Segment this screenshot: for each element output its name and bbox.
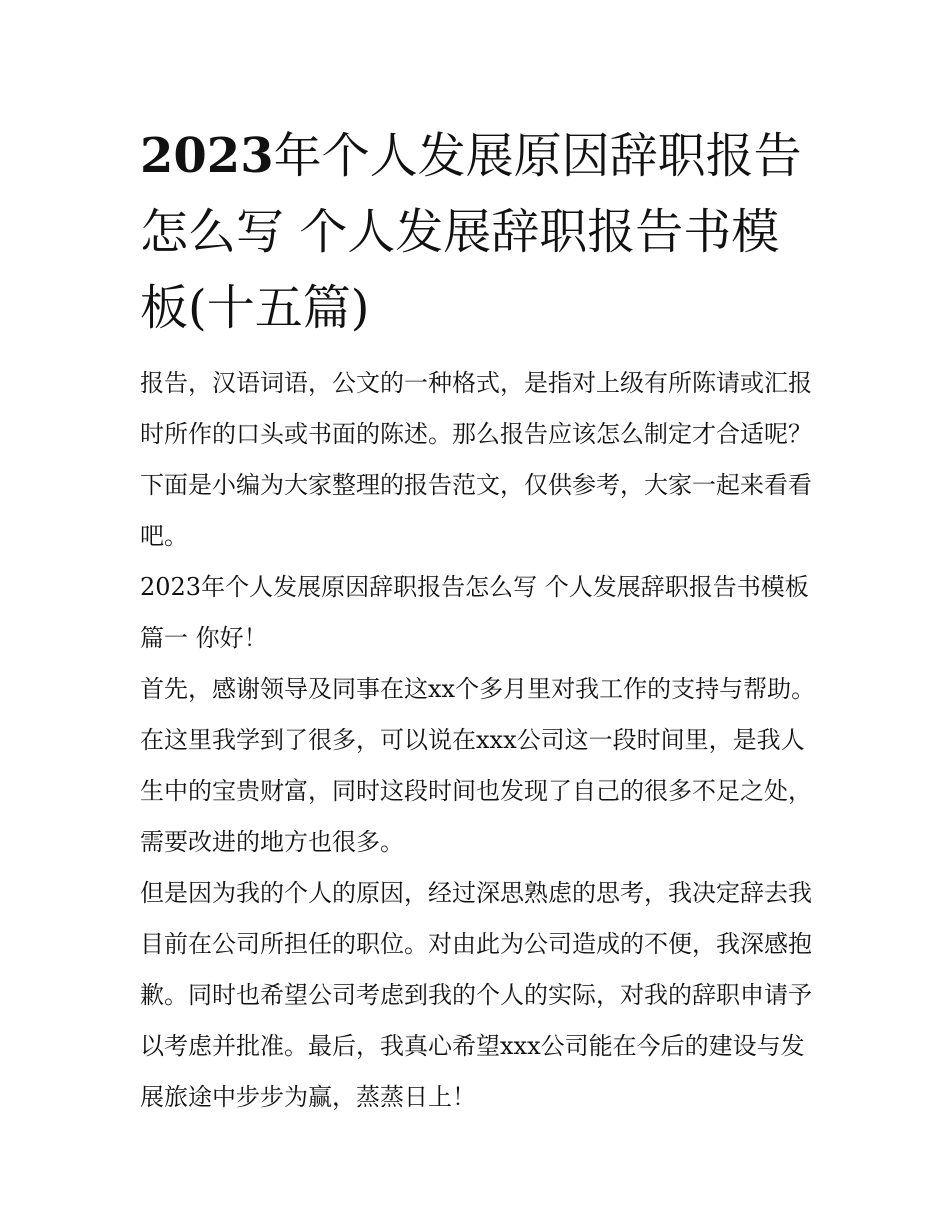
gratitude-paragraph: 首先，感谢领导及同事在这xx个多月里对我工作的支持与帮助。在这里我学到了很多，可以说在xxx公司这一段时间里，是我人生中的宝贵财富，同时这段时间也发现了自己的很多不足之处，需要改进的地方也很多。 (140, 675, 816, 856)
section-heading-paragraph: 2023年个人发展原因辞职报告怎么写 个人发展辞职报告书模板篇一 你好！ (140, 573, 809, 652)
document-page (140, 118, 816, 1123)
title-year: 2023 (140, 128, 274, 184)
title-text: 年个人发展原因辞职报告怎么写 个人发展辞职报告书模板(十五篇) (140, 128, 802, 336)
document-body (140, 358, 816, 1123)
resignation-paragraph: 但是因为我的个人的原因，经过深思熟虑的思考，我决定辞去我目前在公司所担任的职位。对由此为公司造成的不便，我深感抱歉。同时也希望公司考虑到我的个人的实际，对我的辞职申请予以考虑并批准。最后，我真心希望xxx公司能在今后的建设与发展旅途中步步为赢，蒸蒸日上！ (140, 879, 812, 1111)
intro-paragraph: 报告，汉语词语，公文的一种格式，是指对上级有所陈请或汇报时所作的口头或书面的陈述。那么报告应该怎么制定才合适呢？下面是小编为大家整理的报告范文，仅供参考，大家一起来看看吧。 (140, 369, 812, 550)
document-title (140, 118, 816, 346)
